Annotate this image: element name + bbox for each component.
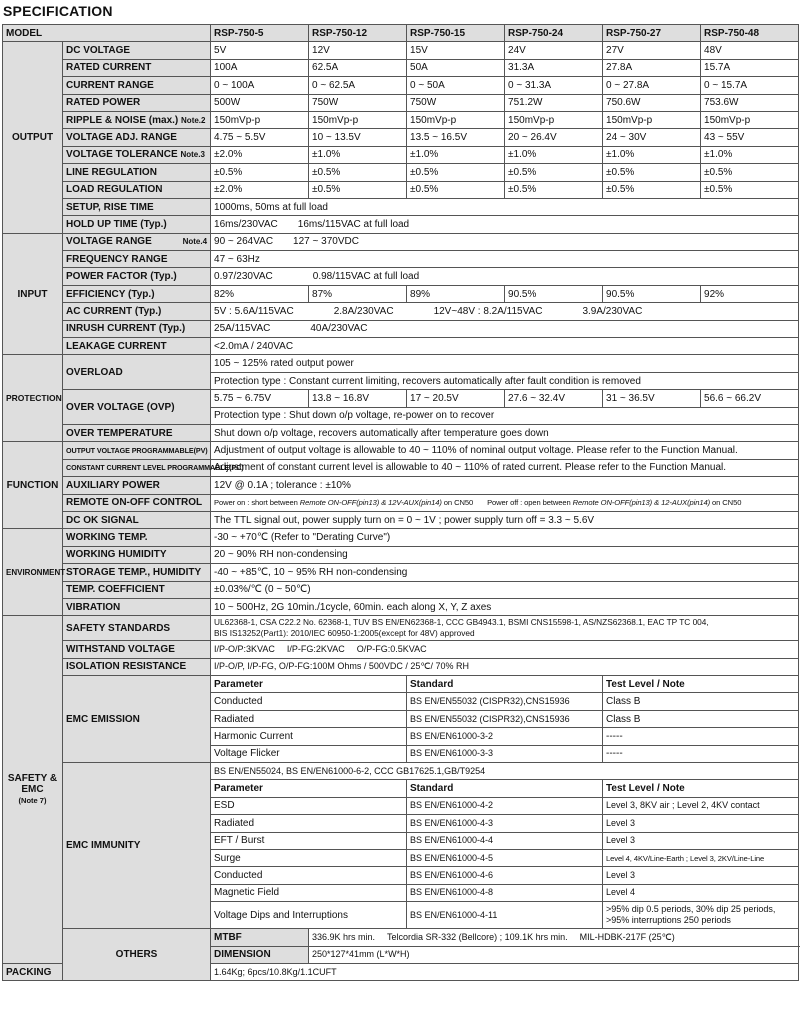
cell: The TTL signal out, power supply turn on = 0 ~ 1V ; power supply turn off = 3.3 ~ 5.6V	[211, 511, 799, 528]
note-ref: Note.4	[182, 237, 208, 247]
row-label: REMOTE ON-OFF CONTROL	[63, 494, 211, 511]
value-part: 5V : 5.6A/115VAC	[214, 305, 294, 317]
vibration-row	[3, 598, 799, 615]
cell: BS EN/EN61000-4-11	[407, 902, 603, 929]
cell: 753.6W	[701, 94, 799, 111]
row-label: LINE REGULATION	[63, 164, 211, 181]
cell: 0 ~ 27.8A	[603, 77, 701, 94]
cell: -30 ~ +70℃ (Refer to "Derating Curve")	[211, 529, 799, 546]
cell: BS EN/EN55024, BS EN/EN61000-6-2, CCC GB17625.1,GB/T9254	[211, 763, 799, 780]
load-regulation-row	[3, 181, 799, 198]
row-label: FREQUENCY RANGE	[63, 251, 211, 268]
cell	[211, 216, 799, 233]
otp-row	[3, 424, 799, 441]
storage-row	[3, 564, 799, 581]
cell: BS EN/EN61000-4-4	[407, 832, 603, 849]
aux-row	[3, 477, 799, 494]
cell: Shut down o/p voltage, recovers automatically after temperature goes down	[211, 424, 799, 441]
cell: 92%	[701, 285, 799, 302]
column-header: Test Level / Note	[603, 780, 799, 797]
cell: 150mVp-p	[309, 111, 407, 128]
row-label: AC CURRENT (Typ.)	[63, 303, 211, 320]
row-label: RATED POWER	[63, 94, 211, 111]
note-ref: (Note 7)	[18, 796, 47, 806]
column-header: Parameter	[211, 780, 407, 797]
category-text: SAFETY &	[7, 773, 58, 785]
cell: 150mVp-p	[603, 111, 701, 128]
row-label: LEAKAGE CURRENT	[63, 338, 211, 355]
row-label-text: VOLTAGE TOLERANCE	[66, 149, 178, 161]
immunity-top-row	[3, 763, 799, 780]
model-row	[3, 25, 799, 42]
value-part: Remote ON-OFF(pin13) & 12-AUX(pin14)	[572, 498, 711, 508]
cell: ±1.0%	[701, 146, 799, 163]
model-label: MODEL	[3, 25, 211, 42]
voltage-adj-row	[3, 129, 799, 146]
value-part: 127 ~ 370VDC	[293, 236, 359, 248]
cell: 20 ~ 26.4V	[505, 129, 603, 146]
cell: BS EN/EN61000-4-5	[407, 849, 603, 866]
pc-row	[3, 459, 799, 476]
row-label: ISOLATION RESISTANCE	[63, 658, 211, 675]
value-part: MIL-HDBK-217F (25℃)	[579, 931, 675, 942]
cell: ±1.0%	[407, 146, 505, 163]
cell: 750W	[407, 94, 505, 111]
cell	[211, 616, 799, 641]
cell: Voltage Flicker	[211, 745, 407, 762]
cell: Level 4, 4KV/Line-Earth ; Level 3, 2KV/Line-Line	[603, 849, 799, 866]
row-label: POWER FACTOR (Typ.)	[63, 268, 211, 285]
cell: BS EN/EN61000-4-6	[407, 867, 603, 884]
category-environment: ENVIRONMENT	[3, 529, 63, 616]
cell	[211, 320, 799, 337]
cell: 5V	[211, 42, 309, 59]
cell: ±0.5%	[407, 181, 505, 198]
cell: 250*127*41mm (L*W*H)	[309, 946, 799, 963]
model-name: RSP-750-15	[407, 25, 505, 42]
value-part: 2.8A/230VAC	[333, 305, 394, 317]
cell: BS EN/EN61000-3-3	[407, 745, 603, 762]
value-part: on CN50	[441, 498, 474, 508]
cell: 0 ~ 50A	[407, 77, 505, 94]
value-part: Power off : open between	[487, 498, 573, 508]
value-part: 12V~48V : 8.2A/115VAC	[433, 305, 543, 317]
row-label: DC VOLTAGE	[63, 42, 211, 59]
row-label: DC OK SIGNAL	[63, 511, 211, 528]
value-part: Telcordia SR-332 (Bellcore) ; 109.1K hrs min.	[387, 931, 568, 942]
cell: 27.6 ~ 32.4V	[505, 390, 603, 407]
cell: 10 ~ 13.5V	[309, 129, 407, 146]
cell: 90.5%	[603, 285, 701, 302]
cell: ±0.5%	[211, 164, 309, 181]
cell: 17 ~ 20.5V	[407, 390, 505, 407]
category-output: OUTPUT	[3, 42, 63, 233]
row-label: DIMENSION	[211, 946, 309, 963]
isolation-row	[3, 658, 799, 675]
specification-table	[2, 24, 799, 981]
row-label: EMC EMISSION	[63, 676, 211, 763]
cell: 90.5%	[505, 285, 603, 302]
pv-row	[3, 442, 799, 459]
cell: 27V	[603, 42, 701, 59]
cell: Level 3, 8KV air ; Level 2, 4KV contact	[603, 797, 799, 814]
model-name: RSP-750-27	[603, 25, 701, 42]
cell: -----	[603, 728, 799, 745]
cell: 47 ~ 63Hz	[211, 251, 799, 268]
withstand-row	[3, 641, 799, 658]
row-label: WORKING HUMIDITY	[63, 546, 211, 563]
cell: 750W	[309, 94, 407, 111]
note-ref: Note.2	[181, 115, 206, 125]
dc-voltage-row	[3, 42, 799, 59]
cell: 31 ~ 36.5V	[603, 390, 701, 407]
row-label: CURRENT RANGE	[63, 77, 211, 94]
row-label: VIBRATION	[63, 598, 211, 615]
cell: ±0.5%	[701, 181, 799, 198]
cell: 500W	[211, 94, 309, 111]
cell: 43 ~ 55V	[701, 129, 799, 146]
cell: -40 ~ +85℃, 10 ~ 95% RH non-condensing	[211, 564, 799, 581]
remote-row	[3, 494, 799, 511]
row-label: WORKING TEMP.	[63, 529, 211, 546]
value-part: 25A/115VAC	[214, 323, 271, 335]
cell: 100A	[211, 59, 309, 76]
value-part: 3.9A/230VAC	[582, 305, 643, 317]
cell: 50A	[407, 59, 505, 76]
page-title: SPECIFICATION	[3, 3, 113, 19]
cell: 13.5 ~ 16.5V	[407, 129, 505, 146]
cell: 56.6 ~ 66.2V	[701, 390, 799, 407]
hold-up-row	[3, 216, 799, 233]
cell: Adjustment of output voltage is allowable to 40 ~ 110% of nominal output voltage. Please refer to the Function Manual.	[211, 442, 799, 459]
cell: Surge	[211, 849, 407, 866]
row-label: OVERLOAD	[63, 355, 211, 390]
cell: 1000ms, 50ms at full load	[211, 198, 799, 215]
cell: -----	[603, 745, 799, 762]
row-label: PACKING	[3, 963, 63, 980]
cell: 24 ~ 30V	[603, 129, 701, 146]
cell: 0 ~ 62.5A	[309, 77, 407, 94]
cell: ±0.5%	[505, 164, 603, 181]
cell: ±1.0%	[309, 146, 407, 163]
category-text: EMC	[21, 784, 44, 796]
column-header: Parameter	[211, 676, 407, 693]
row-label: MTBF	[211, 929, 309, 946]
leakage-row	[3, 338, 799, 355]
setup-row	[3, 198, 799, 215]
rated-current-row	[3, 59, 799, 76]
ripple-row	[3, 111, 799, 128]
cell: 15.7A	[701, 59, 799, 76]
cell: ±1.0%	[505, 146, 603, 163]
cell: 4.75 ~ 5.5V	[211, 129, 309, 146]
value-part: >95% interruptions 250 periods	[606, 915, 731, 926]
cell: 150mVp-p	[505, 111, 603, 128]
cell: 12V	[309, 42, 407, 59]
row-label: TEMP. COEFFICIENT	[63, 581, 211, 598]
cell	[309, 929, 799, 946]
cell: ±0.5%	[407, 164, 505, 181]
overload-row-1	[3, 355, 799, 372]
cell	[211, 303, 799, 320]
cell: ±2.0%	[211, 181, 309, 198]
cell: ±1.0%	[603, 146, 701, 163]
row-label-text: VOLTAGE RANGE	[66, 236, 152, 248]
value-part: 0.98/115VAC at full load	[312, 271, 420, 283]
cell: BS EN/EN61000-3-2	[407, 728, 603, 745]
cell: 48V	[701, 42, 799, 59]
cell: 24V	[505, 42, 603, 59]
value-part: on CN50	[710, 498, 742, 508]
cell	[211, 494, 799, 511]
cell: 105 ~ 125% rated output power	[211, 355, 799, 372]
inrush-row	[3, 320, 799, 337]
row-label: EFFICIENCY (Typ.)	[63, 285, 211, 302]
cell: 82%	[211, 285, 309, 302]
row-label: SETUP, RISE TIME	[63, 198, 211, 215]
cell: 150mVp-p	[701, 111, 799, 128]
cell: 0 ~ 100A	[211, 77, 309, 94]
cell: ±0.5%	[505, 181, 603, 198]
row-label: WITHSTAND VOLTAGE	[63, 641, 211, 658]
cell: Class B	[603, 693, 799, 710]
row-label: OVER VOLTAGE (OVP)	[63, 390, 211, 425]
cell: Conducted	[211, 693, 407, 710]
cell: ±0.5%	[309, 164, 407, 181]
model-name: RSP-750-12	[309, 25, 407, 42]
ovp-row-1	[3, 390, 799, 407]
cell: Radiated	[211, 710, 407, 727]
cell: ESD	[211, 797, 407, 814]
cell: Level 4	[603, 884, 799, 901]
category-input: INPUT	[3, 233, 63, 355]
model-name: RSP-750-48	[701, 25, 799, 42]
cell: Voltage Dips and Interruptions	[211, 902, 407, 929]
value-part: 16ms/115VAC at full load	[297, 218, 410, 230]
row-label: CONSTANT CURRENT LEVEL PROGRAMMABLE(PC)	[63, 459, 211, 476]
efficiency-row	[3, 285, 799, 302]
cell: BS EN/EN61000-4-3	[407, 815, 603, 832]
cell: 5.75 ~ 6.75V	[211, 390, 309, 407]
working-temp-row	[3, 529, 799, 546]
cell: BS EN/EN61000-4-2	[407, 797, 603, 814]
row-label: OUTPUT VOLTAGE PROGRAMMABLE(PV)	[63, 442, 211, 459]
category-others: OTHERS	[63, 929, 211, 981]
model-name: RSP-750-24	[505, 25, 603, 42]
column-header: Standard	[407, 780, 603, 797]
cell: Level 3	[603, 867, 799, 884]
cell: 0 ~ 15.7A	[701, 77, 799, 94]
cell: 0 ~ 31.3A	[505, 77, 603, 94]
cell: Conducted	[211, 867, 407, 884]
row-label: RATED CURRENT	[63, 59, 211, 76]
cell	[211, 268, 799, 285]
row-label: OVER TEMPERATURE	[63, 424, 211, 441]
cell: ±0.5%	[309, 181, 407, 198]
cell: Adjustment of constant current level is allowable to 40 ~ 110% of rated current. Please refer to the Function Manual.	[211, 459, 799, 476]
cell	[603, 902, 799, 929]
category-function: FUNCTION	[3, 442, 63, 529]
value-part: 16ms/230VAC	[214, 218, 278, 230]
value-part: I/P-FG:2KVAC	[286, 643, 345, 654]
column-header: Standard	[407, 676, 603, 693]
cell: ±2.0%	[211, 146, 309, 163]
temp-coefficient-row	[3, 581, 799, 598]
cell: ±0.5%	[701, 164, 799, 181]
row-label: SAFETY STANDARDS	[63, 616, 211, 641]
value-part: O/P-FG:0.5KVAC	[356, 643, 427, 654]
cell: 10 ~ 500Hz, 2G 10min./1cycle, 60min. each along X, Y, Z axes	[211, 598, 799, 615]
cell: Protection type : Shut down o/p voltage, re-power on to recover	[211, 407, 799, 424]
cell: ±0.5%	[603, 164, 701, 181]
row-label: VOLTAGE ADJ. RANGE	[63, 129, 211, 146]
row-label	[63, 146, 211, 163]
model-name: RSP-750-5	[211, 25, 309, 42]
cell: ±0.5%	[603, 181, 701, 198]
rated-power-row	[3, 94, 799, 111]
cell: 1.64Kg; 6pcs/10.8Kg/1.1CUFT	[211, 963, 799, 980]
row-label: AUXILIARY POWER	[63, 477, 211, 494]
cell: 13.8 ~ 16.8V	[309, 390, 407, 407]
category-protection: PROTECTION	[3, 355, 63, 442]
cell: 27.8A	[603, 59, 701, 76]
value-part: >95% dip 0.5 periods, 30% dip 25 periods,	[606, 904, 776, 915]
safety-standards-row	[3, 616, 799, 641]
row-label: INRUSH CURRENT (Typ.)	[63, 320, 211, 337]
value-part: Power on : short between	[214, 498, 300, 508]
line-regulation-row	[3, 164, 799, 181]
dc-ok-row	[3, 511, 799, 528]
cell: 20 ~ 90% RH non-condensing	[211, 546, 799, 563]
note-ref: Note.3	[180, 150, 205, 160]
cell: BS EN/EN55032 (CISPR32),CNS15936	[407, 693, 603, 710]
cell: 87%	[309, 285, 407, 302]
value-part: 40A/230VAC	[310, 323, 368, 335]
cell: 31.3A	[505, 59, 603, 76]
cell: Harmonic Current	[211, 728, 407, 745]
mtbf-row	[3, 929, 799, 946]
cell: EFT / Burst	[211, 832, 407, 849]
value-part: 90 ~ 264VAC	[214, 236, 274, 248]
input-voltage-row	[3, 233, 799, 250]
cell: BS EN/EN61000-4-8	[407, 884, 603, 901]
value-part: I/P-O/P:3KVAC	[214, 643, 275, 654]
row-label: STORAGE TEMP., HUMIDITY	[63, 564, 211, 581]
row-label-text: RIPPLE & NOISE (max.)	[66, 114, 179, 126]
ac-current-row	[3, 303, 799, 320]
column-header: Test Level / Note	[603, 676, 799, 693]
power-factor-row	[3, 268, 799, 285]
value-part: 0.97/230VAC	[214, 271, 273, 283]
cell: 750.6W	[603, 94, 701, 111]
cell: 12V @ 0.1A ; tolerance : ±10%	[211, 477, 799, 494]
value-part: BIS IS13252(Part1): 2010/IEC 60950-1:2005(except for 48V) approved	[214, 628, 475, 639]
value-part: 336.9K hrs min.	[312, 931, 376, 942]
humidity-row	[3, 546, 799, 563]
cell: BS EN/EN55032 (CISPR32),CNS15936	[407, 710, 603, 727]
cell: Protection type : Constant current limiting, recovers automatically after fault condition is removed	[211, 372, 799, 389]
frequency-row	[3, 251, 799, 268]
current-range-row	[3, 77, 799, 94]
cell: 89%	[407, 285, 505, 302]
cell: Level 3	[603, 832, 799, 849]
cell: <2.0mA / 240VAC	[211, 338, 799, 355]
cell: 150mVp-p	[211, 111, 309, 128]
cell: Level 3	[603, 815, 799, 832]
voltage-tolerance-row	[3, 146, 799, 163]
cell: ±0.03%/℃ (0 ~ 50℃)	[211, 581, 799, 598]
cell: 15V	[407, 42, 505, 59]
cell: 62.5A	[309, 59, 407, 76]
cell: Magnetic Field	[211, 884, 407, 901]
row-label	[63, 111, 211, 128]
category-safety-emc	[3, 616, 63, 964]
cell	[211, 233, 799, 250]
cell: 150mVp-p	[407, 111, 505, 128]
row-label: HOLD UP TIME (Typ.)	[63, 216, 211, 233]
cell: Radiated	[211, 815, 407, 832]
cell: 751.2W	[505, 94, 603, 111]
row-label: EMC IMMUNITY	[63, 763, 211, 929]
value-part: Remote ON-OFF(pin13) & 12V-AUX(pin14)	[299, 498, 442, 508]
cell	[211, 641, 799, 658]
row-label	[63, 233, 211, 250]
cell: I/P-O/P, I/P-FG, O/P-FG:100M Ohms / 500VDC / 25℃/ 70% RH	[211, 658, 799, 675]
row-label: LOAD REGULATION	[63, 181, 211, 198]
emission-header-row	[3, 676, 799, 693]
value-part: UL62368-1, CSA C22.2 No. 62368-1, TUV BS EN/EN62368-1, CCC GB4943.1, BSMI CNS15598-1, AS/NZS62368.1, EAC TP TC 004,	[214, 617, 709, 628]
cell: Class B	[603, 710, 799, 727]
